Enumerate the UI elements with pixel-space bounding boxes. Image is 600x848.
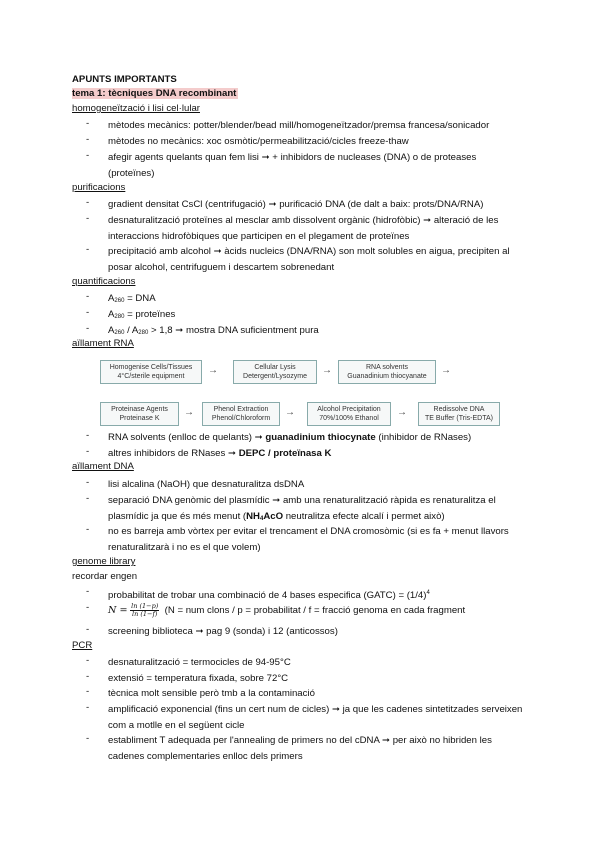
flow-step: Phenol Extraction Phenol/Chloroform — [202, 402, 280, 426]
formula-fraction: $\frac{\ln (1-p)}{\ln (1-f)}$ — [131, 601, 159, 618]
flow-step: RNA solvents Guanadinium thiocyanate — [338, 360, 436, 384]
arrow-icon: → — [208, 365, 218, 376]
section-heading-quantifications: quantificacions — [72, 276, 136, 287]
arrow-icon: → — [184, 407, 194, 418]
arrow-icon: → — [322, 365, 332, 376]
section-heading-rna-isolation: aïllament RNA — [72, 338, 134, 349]
flow-step: Homogenise Cells/Tissues 4°C/sterile equipment — [100, 360, 202, 384]
section-heading-homogenization: homogeneïtzació i lisi cel·lular — [72, 103, 200, 114]
arrow-icon: → — [397, 407, 407, 418]
section-heading-pcr: PCR — [72, 640, 93, 651]
arrow-icon: → — [285, 407, 295, 418]
section-heading-purifications: purificacions — [72, 182, 126, 193]
document-page: APUNTS IMPORTANTS tema 1: tècniques DNA recombinant homogeneïtzació i lisi cel·lular - mètodes mecànics: potter/blender/bead mill/homogeneïtzador/premsa francesa/sonicador - mètodes no mecànics: xoc osmòtic/permeabilització/cicles freeze-thaw - afegir agents quelants quan fem lisi ➞ + inhibidors de nucleases (DNA) o de proteases (proteïnes) purificacions - gradient densitat CsCl (centrifugació) ➞ purificació DNA (de dalt a baix: prots/DNA/RNA) - desnaturalització proteïnes al mesclar amb dissolvent orgànic (hidrofòbic) ➞ alteració de les interaccions hidrofòbiques que participen en el plegament de proteïnes - precipitació amb alcohol ➞ àcids nucleics (DNA/RNA) son molt solubles en aigua, precipiten al posar alcohol, centrifuguem i descartem sobrenedant quantificacions - $A_{260}$ = DNA - $A_{280}$ = proteïnes - $A_{260} / A_{280} > 1,8$ ➞ mostra DNA suficientment pura aïllament RNA Homogenise Cells/Tissues 4°C/sterile equipment → Cellular Lysis Detergent/Lysozyme → RNA solvents Guanadinium thiocyanate → Proteinase Agents Proteinase K → Phenol Extraction Phenol/Chloroform → Alcohol Precipitation 70%/100% Ethanol → Redissolve DNA TE Buffer (Tris-EDTA) - RNA solvents (enlloc de quelants) ➞ guanadinium thiocynate (inhibidor de RNases) - altres inhibidors de RNases ➞ DEPC / proteïnasa K aïllament DNA - lisi alcalina (NaOH) que desnaturalitza dsDNA - separació DNA genòmic del plasmídic ➞ amb una renaturalització ràpida es renaturalitza el plasmídic ja que és més menut ($NH_4AcO$ neutralitza efecte alcalí i permet això) - no es barreja amb vòrtex per evitar el trencament el DNA cromosòmic (si es fa + menut llavors renaturalitzarà i no es el que volem) genome library recordar engen - probabilitat de trobar una combinació de 4 bases especifica (GATC) = $(1/4)^4$ - N = $\frac{\ln (1-p)}{\ln (1-f)}$ (N = num clons / p = probabilitat / f = fracció genoma en cada fragment - screening biblioteca ➞ pag 9 (sonda) i 12 (anticossos) PCR - desnaturalització = termocicles de 94-95°C - extensió = temperatura fixada, sobre 72°C - tècnica molt sensible però tmb a la contaminació - amplificació exponencial (fins un cert num de cicles) ➞ ja que les cadenes sintetitzades serveixen com a motlle en el següent cicle - establiment T adequada per l'annealing de primers no del cDNA ➞ per això no hibriden les cadenes complementaries enlloc dels primers — [72, 74, 523, 762]
section-heading-dna-isolation: aïllament DNA — [72, 461, 134, 472]
arrow-icon: → — [441, 365, 451, 376]
flow-step: Cellular Lysis Detergent/Lysozyme — [233, 360, 317, 384]
section-heading-genome-library: genome library — [72, 556, 136, 567]
subheading: recordar engen — [72, 571, 138, 582]
document-title: APUNTS IMPORTANTS — [72, 74, 177, 85]
topic-heading: tema 1: tècniques DNA recombinant — [72, 88, 237, 99]
flow-step: Redissolve DNA TE Buffer (Tris-EDTA) — [418, 402, 500, 426]
flow-step: Proteinase Agents Proteinase K — [100, 402, 179, 426]
flow-step: Alcohol Precipitation 70%/100% Ethanol — [307, 402, 391, 426]
